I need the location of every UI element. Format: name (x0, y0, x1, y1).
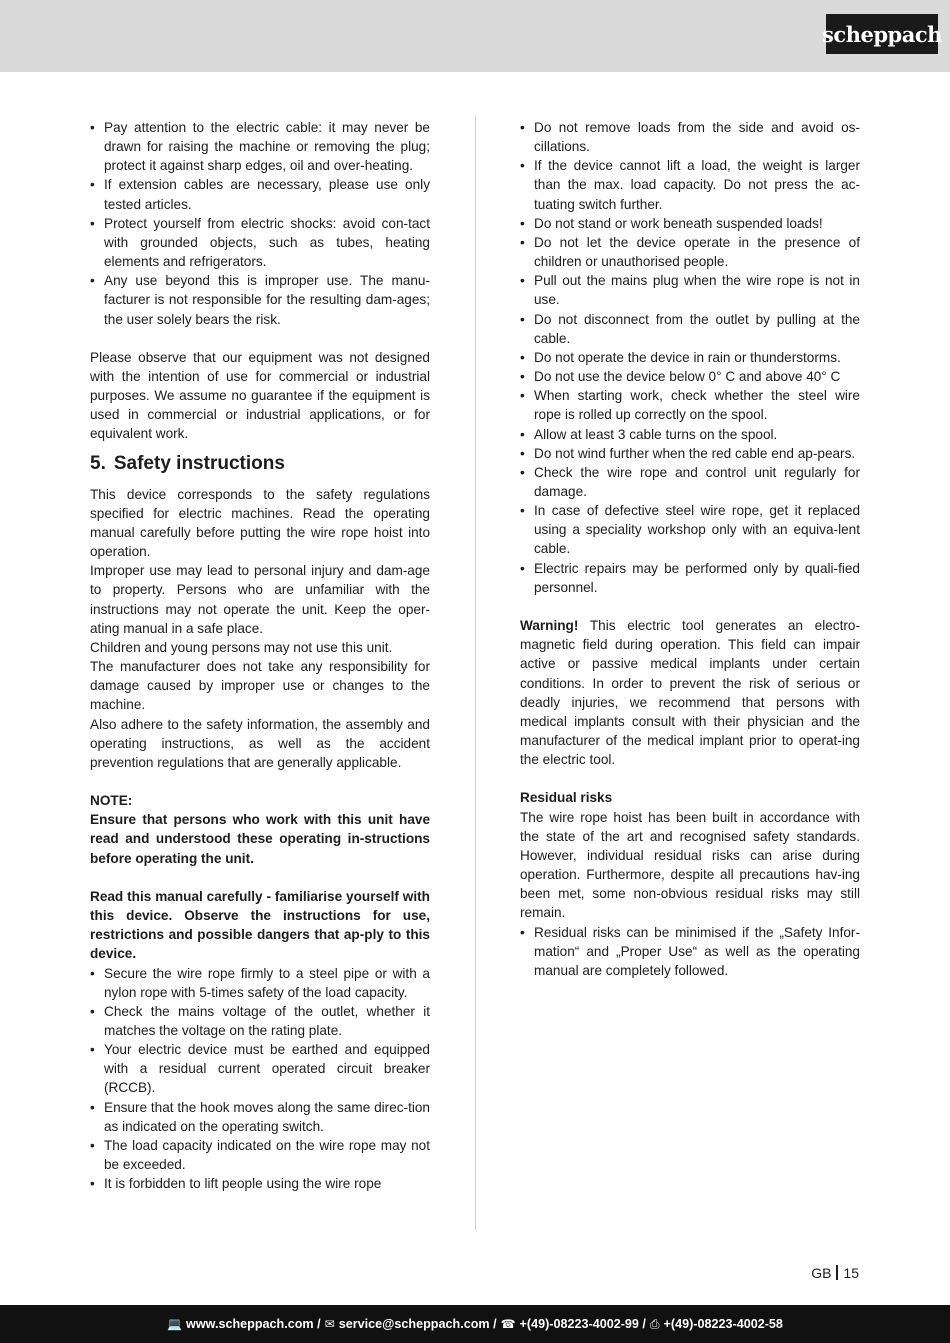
list-item: • The load capacity indicated on the wire rope may not be exceeded. (90, 1136, 430, 1174)
list-item: • Pay attention to the electric cable: it may never be drawn for raising the machine or removing the plug; protect it against sharp edges, oil and over-heating. (90, 118, 430, 175)
note-label: NOTE: (90, 793, 133, 809)
read-manual-note: Read this manual carefully - familiarise yourself with this device. Observe the instructions for use, restrictions and possible dangers that ap-ply to this device. (90, 888, 430, 962)
list-item: • Do not let the device operate in the presence of children or unauthorised people. (520, 233, 860, 271)
list-item: • Do not wind further when the red cable end ap-pears. (520, 444, 860, 463)
list-item: • When starting work, check whether the steel wire rope is rolled up correctly on the spool. (520, 386, 860, 424)
list-item: • Do not operate the device in rain or thunderstorms. (520, 348, 860, 367)
phone-icon: ☎ (500, 1317, 516, 1331)
page-number (811, 1264, 859, 1282)
list-item: • Electric repairs may be performed only by quali-fied personnel. (520, 559, 860, 597)
footer-phone: +(49)-08223-4002-99 / (519, 1317, 646, 1331)
list-item: • Residual risks can be minimised if the „Safety Infor-mation“ and „Proper Use“ as well as the operating manual are completely followed. (520, 923, 860, 980)
footer-fax: +(49)-08223-4002-58 (663, 1317, 783, 1331)
list-item: • Allow at least 3 cable turns on the spool. (520, 425, 860, 444)
residual-risks-title: Residual risks (520, 790, 613, 806)
list-item: • Protect yourself from electric shocks: avoid con-tact with grounded objects, such as tubes, heating elements and refrigerators. (90, 214, 430, 271)
commercial-use-note: Please observe that our equipment was not designed with the intention of use for commercial or industrial purposes. We assume no guarantee if the equipment is used in commercial or industrial applications, or for equivalent work. (90, 349, 430, 442)
brand-logo: scheppach (826, 14, 938, 54)
column-divider (475, 116, 476, 1230)
list-item: • Do not disconnect from the outlet by pulling at the cable. (520, 310, 860, 348)
list-item: • Do not stand or work beneath suspended loads! (520, 214, 860, 233)
list-item: • Ensure that the hook moves along the same direc-tion as indicated on the operating switch. (90, 1098, 430, 1136)
language-code: GB (811, 1265, 832, 1281)
list-item: • In case of defective steel wire rope, get it replaced using a speciality workshop only with an equiva-lent cable. (520, 501, 860, 558)
note-text: Ensure that persons who work with this unit have read and understood these operating in-structions before operating the unit. (90, 812, 430, 866)
list-item: • Any use beyond this is improper use. The manu-facturer is not responsible for the resulting dam-ages; the user solely bears the risk. (90, 271, 430, 328)
bullet-list-right (520, 118, 860, 597)
paragraph: This device corresponds to the safety regulations specified for electric machines. Read the operating manual carefully before putting the wire rope hoist into operation. (90, 486, 430, 560)
bullet-list-top (90, 118, 430, 329)
footer-website[interactable]: www.scheppach.com / (186, 1317, 321, 1331)
list-item: • Pull out the mains plug when the wire rope is not in use. (520, 271, 860, 309)
warning-text: This electric tool generates an electro-magnetic field during operation. This field can impair active or passive medical implants under certain conditions. In order to prevent the risk of serious or deadly injuries, we recommend that persons with medical implants consult with their physician and the manufacturer of the medical implant prior to operat-ing the electric tool. (520, 618, 860, 768)
paragraph: Also adhere to the safety information, the assembly and operating instructions, as well as the accident prevention regulations that are generally applicable. (90, 716, 430, 770)
page-number-value: 15 (843, 1265, 859, 1281)
section-heading (90, 444, 430, 485)
section-title: Safety instructions (113, 452, 285, 474)
list-item: • It is forbidden to lift people using the wire rope (90, 1174, 430, 1193)
fax-icon: ⎙ (649, 1316, 660, 1331)
paragraph: Children and young persons may not use this unit. (90, 639, 393, 655)
right-column (520, 118, 860, 980)
bullet-list-bottom (90, 964, 430, 1194)
list-item: • Check the mains voltage of the outlet, whether it matches the voltage on the rating plate. (90, 1002, 430, 1040)
section-number: 5. (90, 452, 106, 474)
list-item: • If extension cables are necessary, please use only tested articles. (90, 175, 430, 213)
list-item: • Do not remove loads from the side and avoid os-cillations. (520, 118, 860, 156)
separator (836, 1265, 838, 1280)
residual-risks-list (520, 923, 860, 980)
footer-bar (0, 1305, 950, 1343)
residual-risks-text: The wire rope hoist has been built in accordance with the state of the art and recognised safety standards. However, individual residual risks can arise during operation. Furthermore, despite all precautions hav-ing been met, some non-obvious residual risks may still remain. (520, 809, 860, 921)
computer-icon: 💻 (167, 1317, 183, 1331)
paragraph: Improper use may lead to personal injury and dam-age to property. Persons who are unfamiliar with the instructions may not operate the unit. Keep the oper-ating manual in a safe place. (90, 563, 430, 636)
list-item: • Check the wire rope and control unit regularly for damage. (520, 463, 860, 501)
warning-label: Warning! (520, 618, 579, 634)
list-item: • Your electric device must be earthed and equipped with a residual current operated circuit breaker (RCCB). (90, 1040, 430, 1097)
list-item: • Secure the wire rope firmly to a steel pipe or with a nylon rope with 5-times safety of the load capacity. (90, 964, 430, 1002)
mail-icon: ✉ (324, 1317, 335, 1331)
paragraph: The manufacturer does not take any responsibility for damage caused by improper use or changes to the machine. (90, 659, 430, 713)
list-item: • Do not use the device below 0° C and above 40° C (520, 367, 860, 386)
warning-paragraph (520, 616, 860, 769)
list-item: • If the device cannot lift a load, the weight is larger than the max. load capacity. Do not press the ac-tuating switch further. (520, 156, 860, 213)
footer-email[interactable]: service@scheppach.com / (338, 1317, 497, 1331)
left-column (90, 118, 430, 1193)
header-bar (0, 0, 950, 72)
